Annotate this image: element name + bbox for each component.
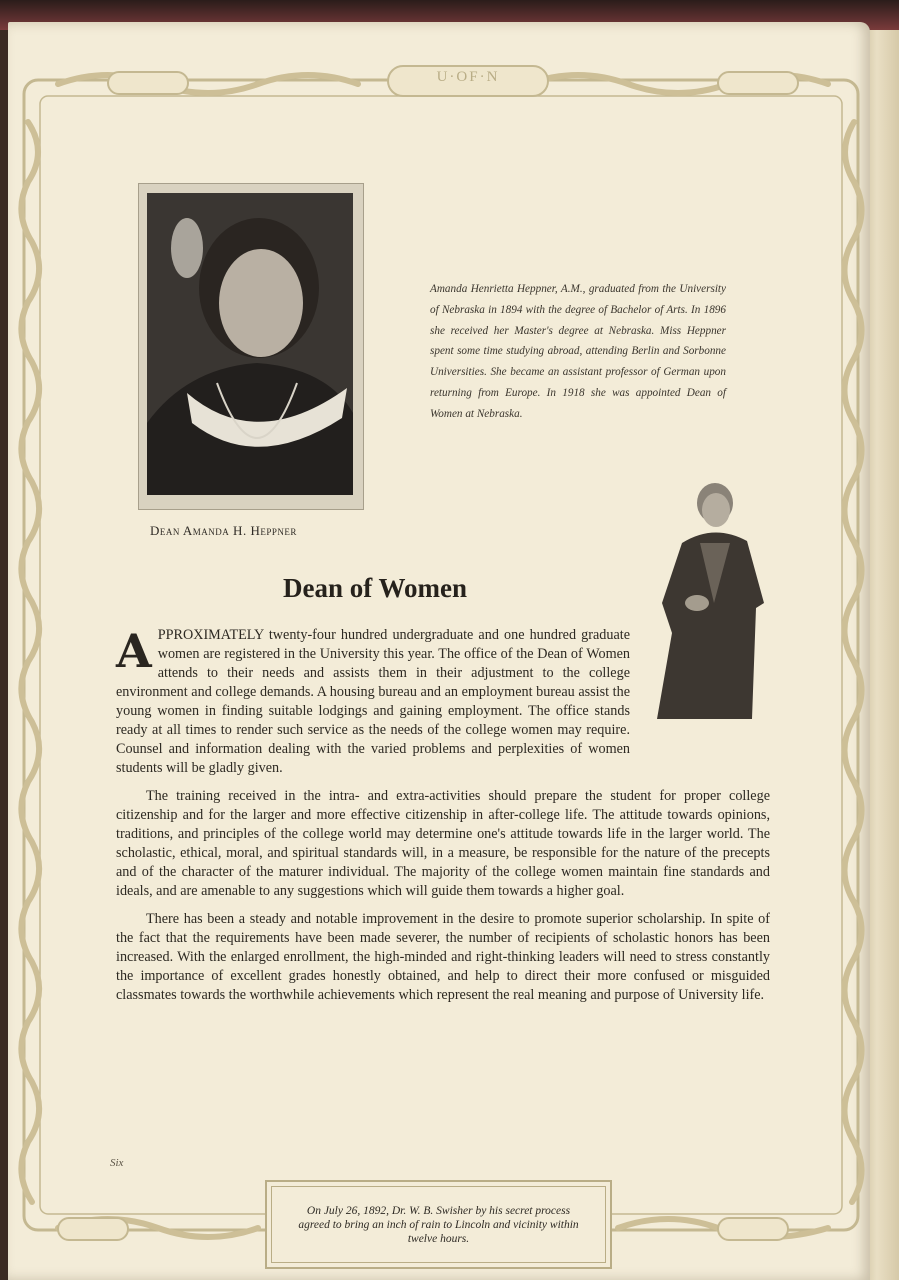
paragraph-3: There has been a steady and notable improvement in the desire to promote superior scholarship. In spite of the fact that the requirements have been made severer, the number of recipients of scholastic honors has been increased. With the enlarged enrollment, the high-minded and right-thinking leaders will need to stress constantly the importance of excellent grades honestly obtained, and help to direct their more confused or misguided classmates towards the worthwhile achievements which represent the real meaning and purpose of University life.	[116, 911, 770, 1003]
photo-wrap-space	[630, 626, 770, 772]
page-number: Six	[110, 1157, 124, 1169]
paragraph-1-text: PPROXIMATELY twenty-four hundred undergraduate and one hundred graduate women are registered in the University this year. The office of the Dean of Women attends to their needs and assists them in their adjustment to the college environment and college demands. A housing bureau and an employment bureau assist the young women in finding suitable lodgings and gaining employment. The office stands ready at all times to render such service as the needs of the college women may require. Counsel and information dealing with the varied problems and perplexities of women students will be gladly given.	[116, 627, 630, 776]
portrait-caption: Dean Amanda H. Heppner	[150, 523, 297, 538]
biography-text: Amanda Henrietta Heppner, A.M., graduated from the University of Nebraska in 1894 with the degree of Bachelor of Arts. In 1896 she received her Master's degree at Nebraska. Miss Heppner spent some time studying abroad, attending Berlin and Sorbonne Universities. She became an assistant professor of German upon returning from Europe. In 1918 she was appointed Dean of Women at Nebraska.	[430, 283, 726, 420]
portrait-photo	[138, 183, 364, 510]
fact-box-text: On July 26, 1892, Dr. W. B. Swisher by his secret process agreed to bring an inch of rain to Lincoln and vicinity within twelve hours.	[271, 1186, 606, 1263]
drop-cap: A	[116, 624, 152, 678]
article-body	[116, 626, 770, 1014]
paragraph-2: The training received in the intra- and extra-activities should prepare the student for proper college citizenship and for the larger and more effective citizenship in after-college life. The attitude towards opinions, traditions, and principles of the college world may determine one's attitude towards life in the larger world. The scholastic, ethical, moral, and spiritual standards will, in a measure, be responsible for the nature of the precepts and of the character of the maturer individual. The majority of the college women maintain fine standards and ideals, and are amenable to any suggestions which will guide them towards a higher goal.	[116, 788, 770, 899]
page-title: Dean of Women	[282, 573, 467, 603]
portrait-woman-icon	[147, 193, 353, 495]
university-crest: U·OF·N	[436, 69, 500, 85]
fact-box	[265, 1180, 612, 1269]
